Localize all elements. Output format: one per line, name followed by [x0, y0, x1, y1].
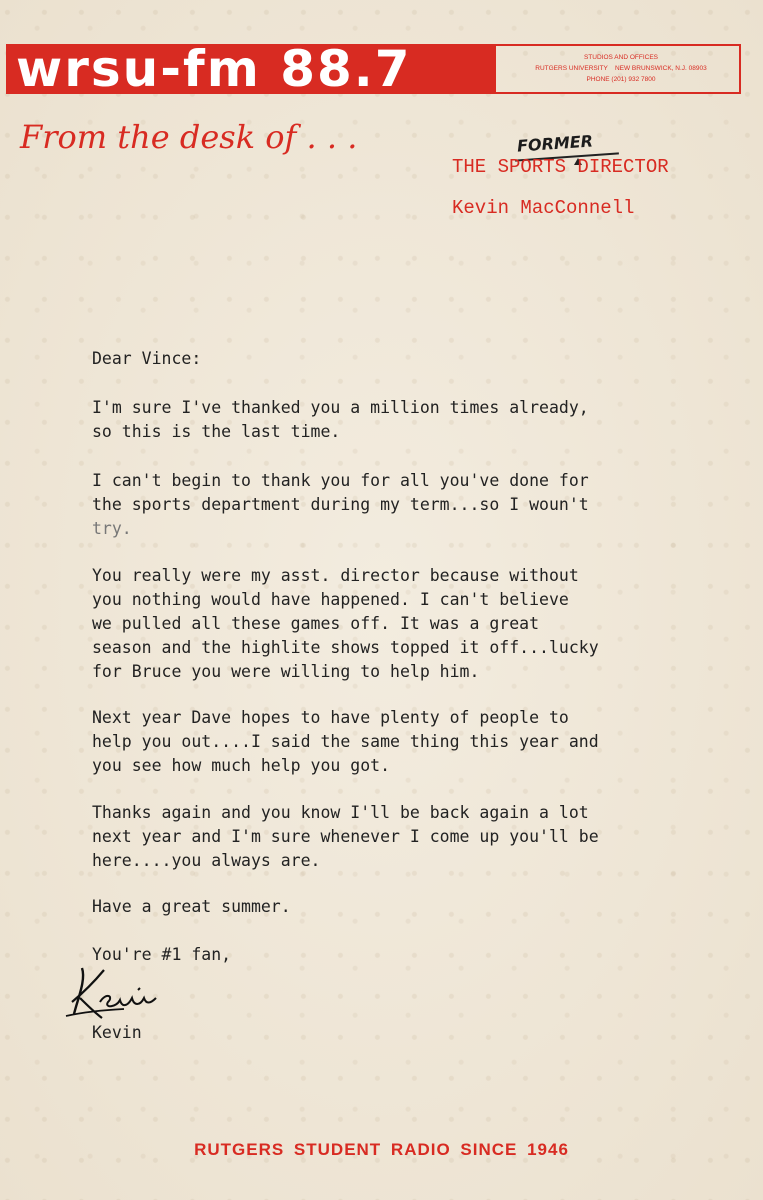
paragraph-5: [92, 801, 599, 873]
paragraph-6: Have a great summer.: [92, 897, 291, 916]
text-line: Next year Dave hopes to have plenty of people to: [92, 708, 569, 727]
letterhead-band: [6, 40, 741, 98]
text-line: Thanks again and you know I'll be back again a lot: [92, 803, 589, 822]
text-line: I'm sure I've thanked you a million times already,: [92, 398, 589, 417]
address-line: STUDIOS AND OFFICES: [583, 54, 659, 61]
text-line: you see how much help you got.: [92, 756, 391, 775]
text-line: so this is the last time.: [92, 422, 341, 441]
phone-line: PHONE (201) 932 7800: [586, 76, 656, 83]
station-logo: [8, 40, 496, 98]
signature-image: [64, 962, 174, 1024]
text-line: help you out....I said the same thing this year and: [92, 732, 599, 751]
station-address: [503, 52, 739, 90]
text-line: we pulled all these games off. It was a great: [92, 614, 540, 633]
paragraph-3: [92, 564, 599, 684]
typed-signature: Kevin: [92, 1023, 142, 1042]
paragraph-4: [92, 706, 599, 778]
logo-text: wrsu-fm 88.7: [16, 40, 412, 98]
handwritten-former: FORMER: [516, 131, 594, 156]
text-line: You really were my asst. director because without: [92, 566, 579, 585]
text-line: the sports department during my term...so I woun't: [92, 495, 589, 514]
sender-title: THE SPORTS DIRECTOR: [452, 156, 669, 178]
text-line: next year and I'm sure whenever I come up you'll be: [92, 827, 599, 846]
text-line: season and the highlite shows topped it off...lucky: [92, 638, 599, 657]
paragraph-1: [92, 396, 589, 444]
text-line: you nothing would have happened. I can't believe: [92, 590, 569, 609]
from-desk-heading: From the desk of . . .: [20, 118, 358, 156]
text-line: for Bruce you were willing to help him.: [92, 662, 480, 681]
sender-name: Kevin MacConnell: [452, 197, 635, 219]
text-line: I can't begin to thank you for all you've done for: [92, 471, 589, 490]
address-line: RUTGERS UNIVERSITY NEW BRUNSWICK, N.J. 08903: [535, 65, 707, 72]
salutation: Dear Vince:: [92, 349, 202, 368]
text-line: here....you always are.: [92, 851, 321, 870]
footer-tagline: RUTGERS STUDENT RADIO SINCE 1946: [194, 1140, 569, 1159]
text-line: try.: [92, 519, 132, 538]
paragraph-2: [92, 469, 589, 541]
closing: You're #1 fan,: [92, 945, 232, 964]
